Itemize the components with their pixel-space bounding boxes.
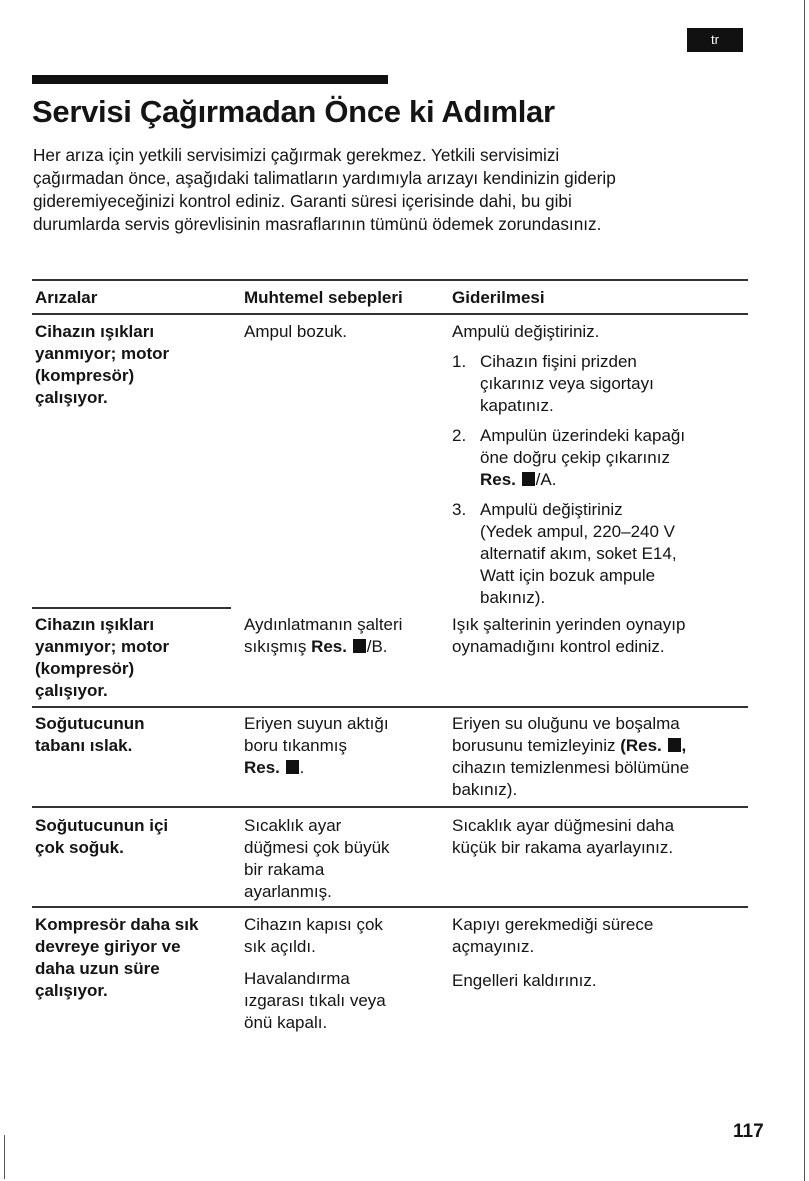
column-header-remedies: Giderilmesi — [452, 288, 545, 307]
table-row-5-cause-2: Havalandırma ızgarası tıkalı veya önü kapalı. — [244, 969, 386, 1032]
table-row-4-problem: Soğutucunun içi çok soğuk. — [35, 816, 169, 857]
section-rule — [32, 75, 388, 84]
list-item: 2. Ampulün üzerindeki kapağı öne doğru çekip çıkarınız Res. /A. — [452, 426, 686, 489]
figure-number-icon — [522, 472, 535, 486]
table-top-rule — [32, 279, 748, 281]
table-row-3-remedy: Eriyen su oluğunu ve boşalma borusunu temizleyiniz (Res. , cihazın temizlenmesi bölümüne bakınız). — [452, 714, 690, 799]
list-item: 3. Ampulü değiştiriniz (Yedek ampul, 220–240 V alternatif akım, soket E14, Watt için bozuk ampule bakınız). — [452, 500, 677, 607]
page-edge-left — [4, 1135, 5, 1179]
list-item: 1. Cihazın fişini prizden çıkarınız veya sigortayı kapatınız. — [452, 352, 654, 415]
table-row-4-remedy: Sıcaklık ayar düğmesini daha küçük bir rakama ayarlayınız. — [452, 816, 675, 857]
figure-reference: Res. — [480, 470, 516, 489]
page-number: 117 — [733, 1121, 764, 1142]
figure-number-icon — [668, 738, 681, 752]
figure-number-icon — [286, 760, 299, 774]
language-tab: tr — [687, 28, 743, 52]
table-row-1-remedy: Ampulü değiştiriniz. 1. Cihazın fişini prizden çıkarınız veya sigortayı kapatınız. 2. Ampulün üzerindeki kapağı öne doğru çekip çıkarınız Res. /A. 3. Ampulü değiştiriniz (Yedek ampul, 220–240 V alternatif akım, soket E14, Watt için bozuk ampule bakınız). — [452, 321, 742, 609]
table-row-1-cause: Ampul bozuk. — [244, 322, 347, 341]
table-row-5-remedy-2: Engelleri kaldırınız. — [452, 971, 597, 990]
table-row-2-cause: Aydınlatmanın şalteri sıkışmış Res. /B. — [244, 615, 403, 656]
remedy-steps — [452, 351, 742, 609]
intro-line: çağırmadan önce, aşağıdaki talimatların yardımıyla arızayı kendinizin giderip — [33, 168, 616, 188]
row-rule — [32, 806, 748, 808]
figure-reference: Res. — [244, 758, 280, 777]
figure-number-icon — [353, 639, 366, 653]
table-row-3-problem: Soğutucunun tabanı ıslak. — [35, 714, 145, 755]
row-rule — [32, 607, 231, 609]
page-title: Servisi Çağırmadan Önce ki Adımlar — [32, 94, 555, 129]
table-row-5-remedy-1: Kapıyı gerekmediği sürece açmayınız. — [452, 915, 654, 956]
table-row-5-problem: Kompresör daha sık devreye giriyor ve daha uzun süre çalışıyor. — [35, 915, 199, 1000]
page-edge-right — [804, 0, 805, 1181]
figure-reference: Res. — [311, 637, 347, 656]
table-row-1-problem: Cihazın ışıkları yanmıyor; motor (kompresör) çalışıyor. — [35, 322, 170, 407]
column-header-problems: Arızalar — [35, 288, 98, 307]
header-rule — [32, 313, 748, 315]
row-rule — [32, 906, 748, 908]
column-header-causes: Muhtemel sebepleri — [244, 288, 403, 307]
intro-paragraph — [33, 144, 733, 236]
intro-line: durumlarda servis görevlisinin masraflarının tümünü ödemek zorundasınız. — [33, 214, 602, 234]
table-row-5-cause-1: Cihazın kapısı çok sık açıldı. — [244, 915, 383, 956]
table-row-3-cause: Eriyen suyun aktığı boru tıkanmış Res. . — [244, 714, 389, 777]
intro-line: Her arıza için yetkili servisimizi çağırmak gerekmez. Yetkili servisimizi — [33, 145, 560, 165]
row-rule — [32, 706, 748, 708]
intro-line: gideremiyeceğinizi kontrol ediniz. Garanti süresi içerisinde dahi, bu gibi — [33, 191, 572, 211]
table-row-4-cause: Sıcaklık ayar düğmesi çok büyük bir rakama ayarlanmış. — [244, 816, 390, 901]
figure-reference: (Res. — [620, 736, 662, 755]
table-row-2-problem: Cihazın ışıkları yanmıyor; motor (kompresör) çalışıyor. — [35, 615, 170, 700]
table-row-2-remedy: Işık şalterinin yerinden oynayıp oynamadığını kontrol ediniz. — [452, 615, 686, 656]
